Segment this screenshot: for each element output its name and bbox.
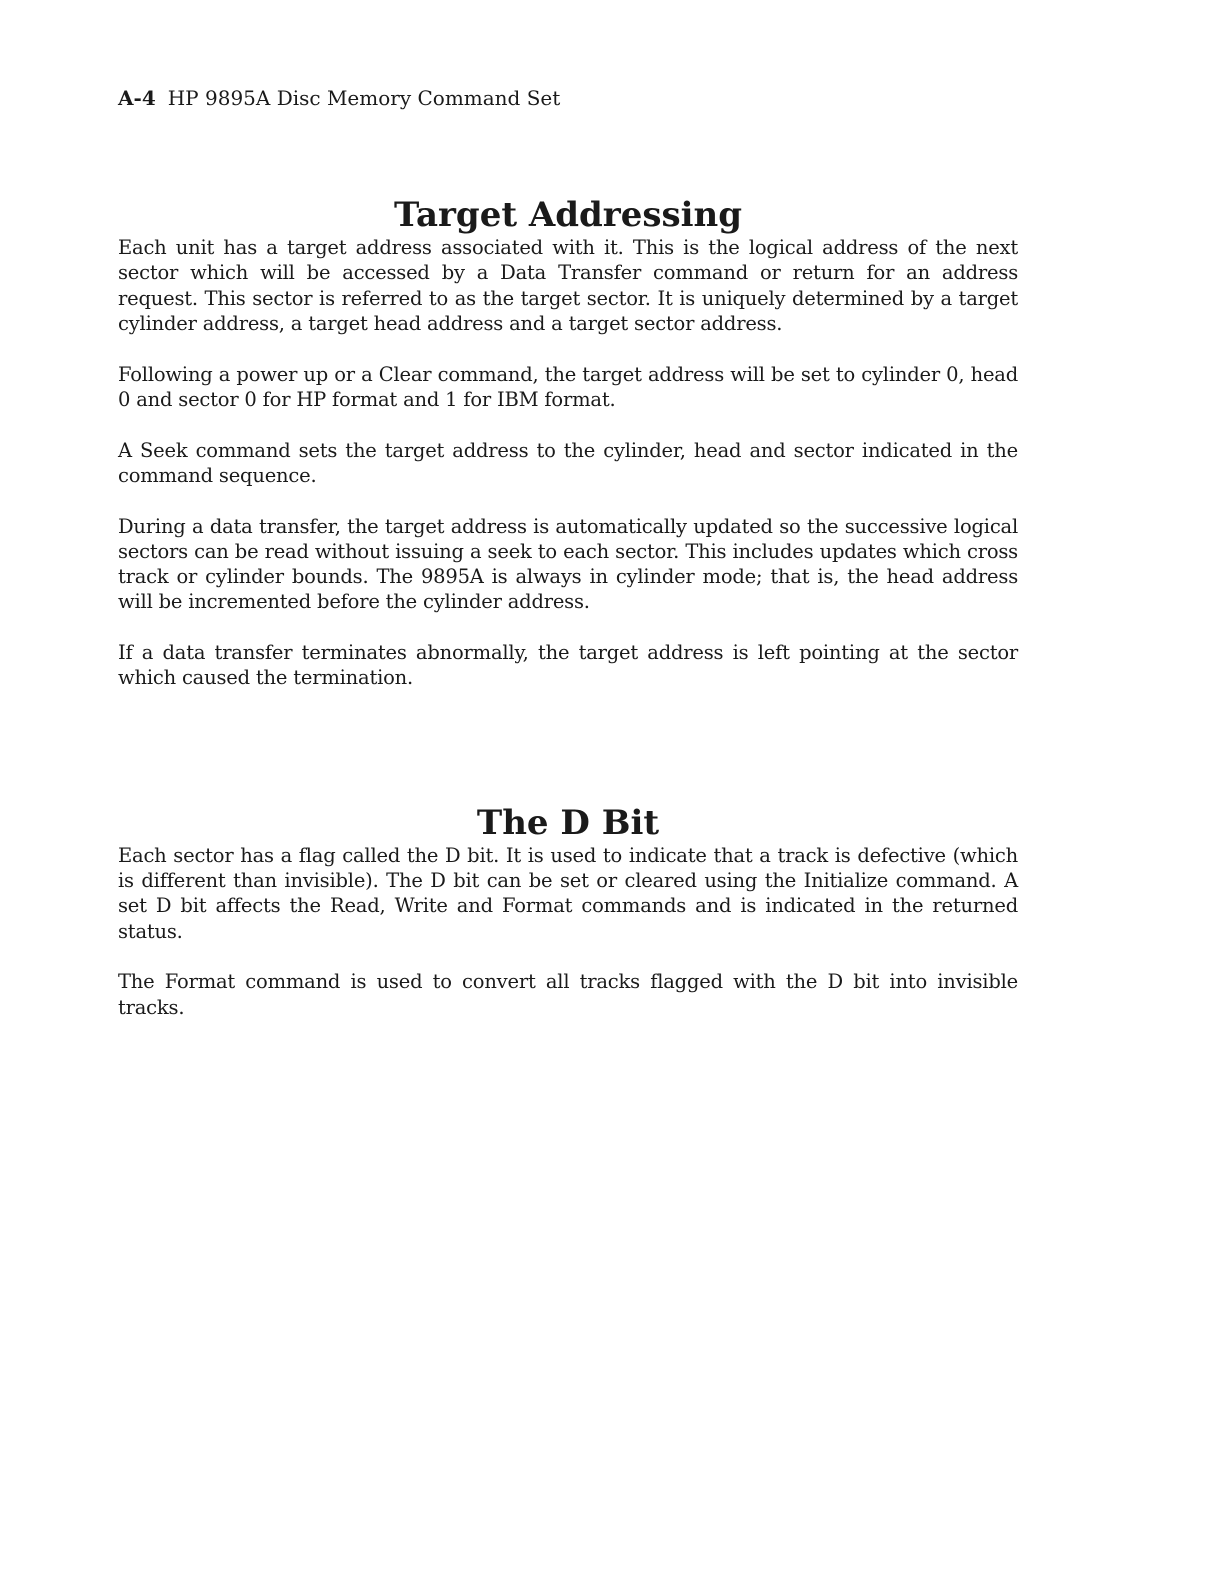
document-page bbox=[118, 84, 1018, 1020]
section-title: Target Addressing bbox=[393, 195, 743, 235]
paragraph: The Format command is used to convert all tracks flagged with the D bit into invisible tracks. bbox=[118, 970, 1018, 1019]
paragraph: During a data transfer, the target address is automatically updated so the successive logical sectors can be read without issuing a seek to each sector. This includes updates which cross track or cylinder bounds. The 9895A is always in cylinder mode; that is, the head address will be incremented before the cylinder address. bbox=[118, 514, 1018, 614]
running-title: HP 9895A Disc Memory Command Set bbox=[167, 86, 561, 110]
paragraph: Each sector has a flag called the D bit. It is used to indicate that a track is defective (which is different than invisible). The D bit can be set or cleared using the Initialize command. A set D bit affects the Read, Write and Format commands and is indicated in the returned status. bbox=[118, 843, 1018, 943]
paragraph: A Seek command sets the target address to the cylinder, head and sector indicated in the command sequence. bbox=[118, 438, 1018, 487]
paragraph: Each unit has a target address associated with it. This is the logical address of the next sector which will be accessed by a Data Transfer command or return for an address request. This sector is referred to as the target sector. It is uniquely determined by a target cylinder address, a target head address and a target sector address. bbox=[118, 236, 1018, 335]
paragraph: Following a power up or a Clear command, the target address will be set to cylinder 0, head 0 and sector 0 for HP format and 1 for IBM format. bbox=[118, 362, 1018, 411]
section-target-addressing bbox=[118, 195, 1018, 691]
paragraph: If a data transfer terminates abnormally, the target address is left pointing at the sector which caused the termination. bbox=[118, 641, 1018, 690]
section-title: The D Bit bbox=[476, 802, 660, 843]
page-number: A-4 bbox=[118, 86, 156, 110]
running-header bbox=[118, 84, 1018, 112]
section-d-bit bbox=[118, 803, 1018, 1020]
